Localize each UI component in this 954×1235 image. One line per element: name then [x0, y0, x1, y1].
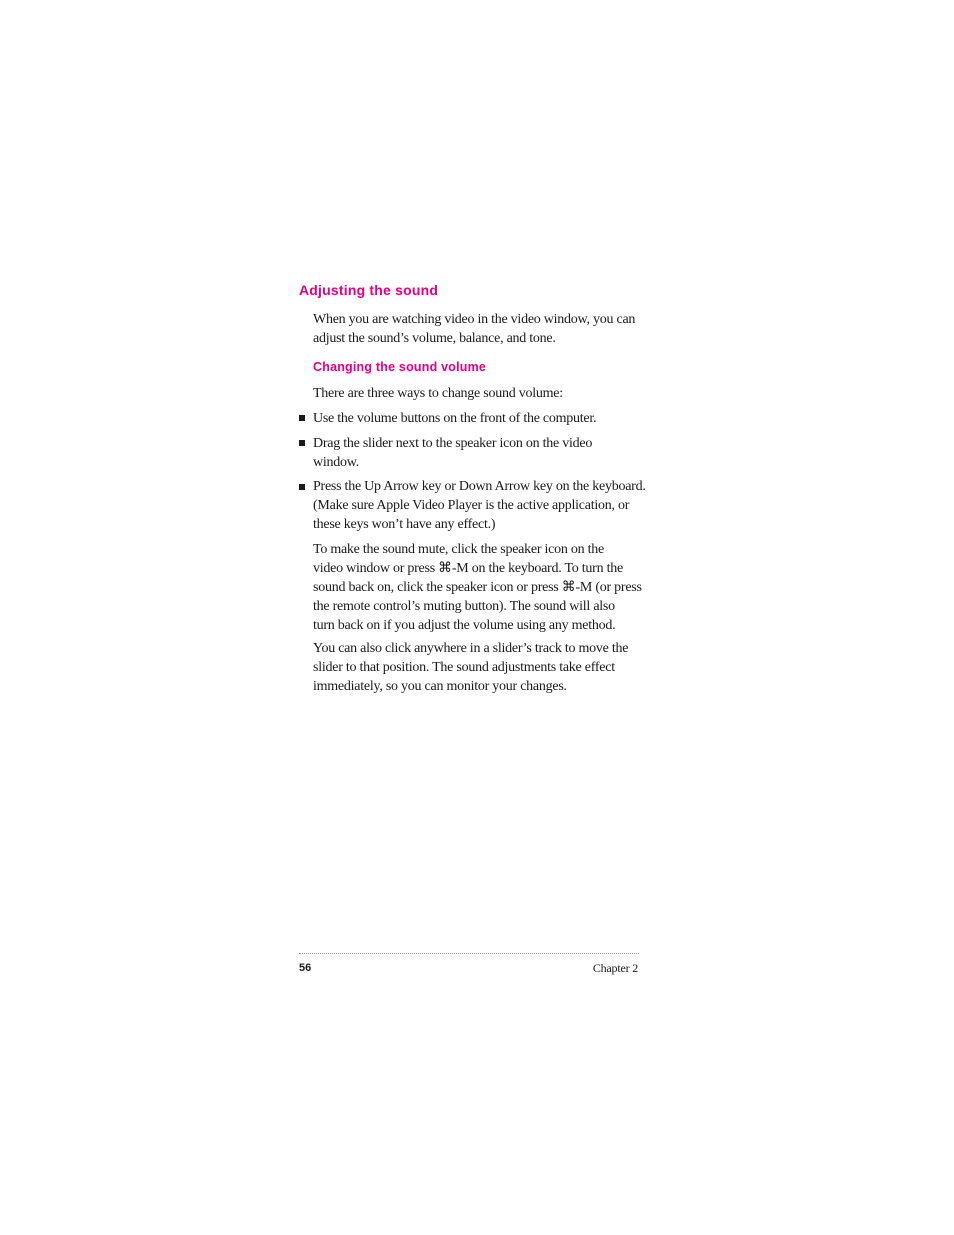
chapter-label: Chapter 2 [592, 961, 638, 975]
bullet-item [313, 409, 643, 428]
section-heading: Adjusting the sound [299, 282, 439, 298]
text-line: When you are watching video in the video window, you can [313, 312, 636, 327]
intro-paragraph [313, 310, 643, 348]
text-line: slider to that position. The sound adjustments take effect [313, 660, 615, 675]
slider-paragraph [313, 639, 643, 696]
text-line: There are three ways to change sound volume: [313, 386, 563, 401]
bullet-item [313, 477, 646, 534]
text-line: window. [313, 455, 359, 470]
bullet-square-icon [299, 415, 305, 421]
text-line: Drag the slider next to the speaker icon on the video [313, 436, 593, 451]
text-line: the remote control’s muting button). The sound will also [313, 599, 615, 614]
text-line: Press the Up Arrow key or Down Arrow key on the keyboard. [313, 479, 646, 494]
text-line: sound back on, click the speaker icon or press ⌘-M (or press [313, 580, 642, 595]
text-line: Use the volume buttons on the front of the computer. [313, 411, 597, 426]
page-number: 56 [299, 962, 312, 974]
text-line: video window or press ⌘-M on the keyboard. To turn the [313, 561, 623, 576]
text-line: immediately, so you can monitor your changes. [313, 679, 567, 694]
subsection-heading: Changing the sound volume [313, 360, 487, 374]
mute-paragraph [313, 540, 643, 635]
text-line: To make the sound mute, click the speaker icon on the [313, 542, 604, 557]
bullet-square-icon [299, 440, 305, 446]
text-line: turn back on if you adjust the volume using any method. [313, 618, 616, 633]
text-line: adjust the sound’s volume, balance, and tone. [313, 331, 556, 346]
text-line: You can also click anywhere in a slider’s track to move the [313, 641, 629, 656]
footer-divider [299, 953, 639, 954]
text-line: (Make sure Apple Video Player is the active application, or [313, 498, 630, 513]
text-line: these keys won’t have any effect.) [313, 517, 496, 532]
lead-paragraph [313, 384, 643, 403]
bullet-square-icon [299, 484, 305, 490]
bullet-item [313, 434, 643, 472]
